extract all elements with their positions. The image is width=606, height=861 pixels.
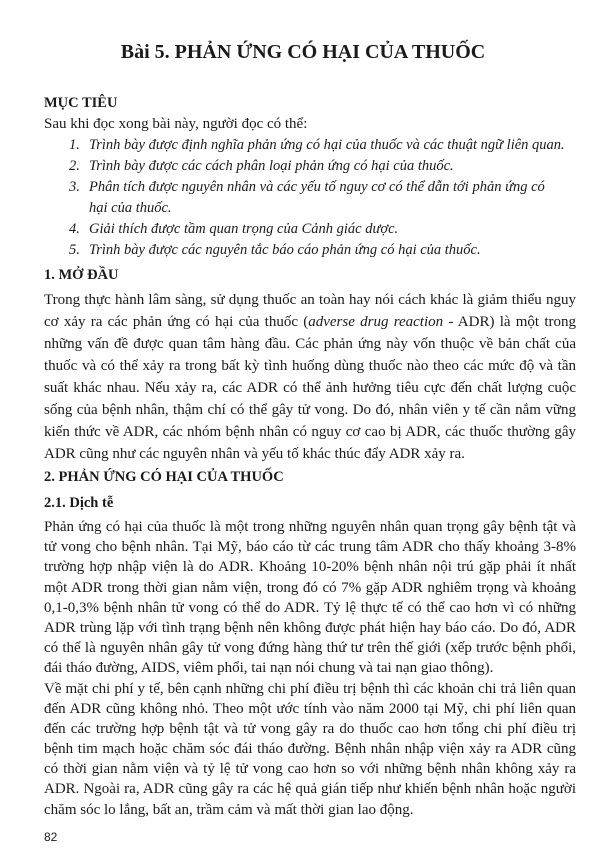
term-italic: adverse drug reaction — [308, 314, 444, 330]
paragraph-line: ADR cũng như các nguyên nhân và yếu tố khác thúc đẩy ADR xảy ra. — [44, 446, 465, 462]
paragraph-line: chăm sóc lo lắng, bất an, trầm cảm và mất thời gian lao động. — [44, 801, 414, 818]
section-heading: 2. PHẢN ỨNG CÓ HẠI CỦA THUỐC — [44, 469, 284, 485]
objectives-list — [44, 135, 576, 261]
objective-item-continued: hại của thuốc. — [89, 200, 172, 216]
objectives-heading: MỤC TIÊU — [44, 95, 118, 111]
objective-item: 1. Trình bày được định nghĩa phản ứng có hại của thuốc và các thuật ngữ liên quan. — [69, 137, 565, 153]
section-adr — [44, 467, 576, 820]
paragraph-line: Về mặt chi phí y tế, bên cạnh những chi phí điều trị bệnh thì các khoản chi trả liên quan — [44, 680, 576, 697]
paragraph-line: thuốc và có thể xảy ra trong bất kỳ tình huống dùng thuốc nào theo các mức độ và tần — [44, 358, 576, 374]
paragraph-line: 0,1-0,3% bệnh nhân tử vong có thể do ADR. Tỷ lệ thực tế có thể cao hơn vì có những — [44, 599, 576, 616]
paragraph-line: tử vong cho bệnh nhân. Tại Mỹ, báo cáo từ các trung tâm ADR cho thấy khoảng 3-8% — [44, 539, 576, 556]
paragraph-line: trường hợp nhập viện là do ADR. Khoảng 10-20% bệnh nhân nội trú gặp phải ít nhất — [44, 559, 576, 576]
paragraph-line: bệnh tim mạch hoặc chăm sóc đái tháo đường. Bệnh nhân nhập viện xảy ra ADR cũng — [44, 741, 576, 758]
paragraph-line: ADR. Ngoài ra, ADR cũng gây ra các hệ quả gián tiếp như khiến bệnh nhân hoặc người — [44, 781, 576, 798]
paragraph-line: kiến thức về ADR, các nhóm bệnh nhân có nguy cơ cao bị ADR, các thuốc thường gây — [44, 424, 576, 440]
objectives-section — [44, 93, 576, 261]
objective-item: 4. Giải thích được tầm quan trọng của Cảnh giác dược. — [69, 221, 399, 237]
subsection-heading: 2.1. Dịch tễ — [44, 495, 114, 511]
paragraph-line: có thể là nguyên nhân gây tử vong đứng hàng thứ tư trên thế giới (xếp trước bệnh phổi, — [44, 640, 576, 657]
paragraph-line: suất khác nhau. Nếu xảy ra, các ADR có thể ảnh hưởng tiêu cực đến chất lượng cuộc — [44, 380, 576, 396]
objectives-intro: Sau khi đọc xong bài này, người đọc có thể: — [44, 116, 308, 132]
paragraph-line: có thời gian nằm viện và tỷ lệ tử vong cao hơn so với những bệnh nhân không xảy ra — [44, 761, 576, 778]
page-body — [44, 93, 576, 820]
page-number: 82 — [44, 830, 58, 844]
paragraph-line: Phản ứng có hại của thuốc là một trong những nguyên nhân quan trọng gây bệnh tật và — [44, 519, 576, 535]
section-heading: 1. MỞ ĐẦU — [44, 267, 119, 283]
paragraph-line: ADR trùng lặp với tình trạng bệnh nên không được phát hiện hay báo cáo. Do đó, ADR — [44, 619, 576, 636]
section-intro — [44, 265, 576, 465]
paragraph-line: những vấn đề được quan tâm hàng đầu. Các phản ứng này vốn thuộc về bản chất của — [44, 336, 576, 352]
objective-item: 3. Phân tích được nguyên nhân và các yếu tố nguy cơ có thể dẫn tới phản ứng có — [69, 179, 545, 195]
paragraph-line: cơ xảy ra các phản ứng có hại của thuốc (adverse drug reaction - ADR) là một trong — [44, 314, 576, 330]
paragraph-line: đái tháo đường, AIDS, viêm phổi, tai nạn nói chung và tai nạn giao thông). — [44, 660, 494, 677]
objective-item: 5. Trình bày được các nguyên tắc báo cáo phản ứng có hại của thuốc. — [69, 242, 481, 258]
paragraph-line: một ADR trong thời gian nằm viện, trong đó có 7% gặp ADR nghiêm trọng và khoảng — [44, 579, 576, 596]
paragraph-line: đến ADR cũng không nhỏ. Theo một ước tính vào năm 2000 tại Mỹ, chi phí liên quan — [44, 700, 576, 717]
paragraph-line: Trong thực hành lâm sàng, sử dụng thuốc an toàn hay nói cách khác là giảm thiểu nguy — [44, 292, 576, 308]
paragraph-line: đến các trường hợp bệnh tật và tử vong gây ra do thuốc cao hơn tổng chi phí điều trị — [44, 720, 576, 737]
objective-item: 2. Trình bày được các cách phân loại phản ứng có hại của thuốc. — [69, 158, 454, 174]
page-title: Bài 5. PHẢN ỨNG CÓ HẠI CỦA THUỐC — [120, 41, 486, 63]
paragraph-line: sống của bệnh nhân, thậm chí có thể gây tử vong. Do đó, nhân viên y tế cần nắm vững — [44, 402, 576, 418]
